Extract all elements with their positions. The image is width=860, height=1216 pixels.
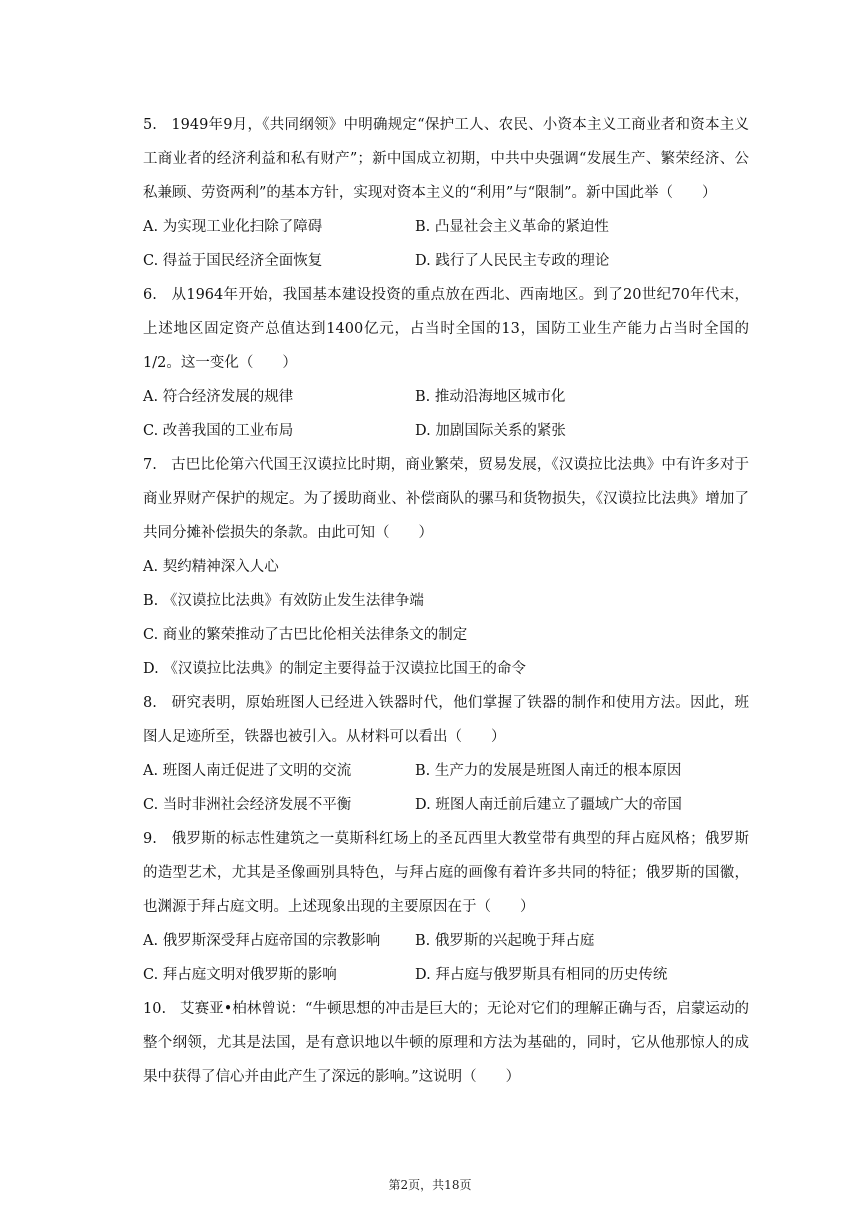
question-text: 古巴比伦第六代国王汉谟拉比时期，商业繁荣，贸易发展，《汉谟拉比法典》中有许多对于商业界财产保护的规定。为了援助商业、补偿商队的骡马和货物损失，《汉谟拉比法典》增加了共同分摊补偿损失的条款。由此可知（ ） [143,457,750,541]
question-text: 研究表明，原始班图人已经进入铁器时代，他们掌握了铁器的制作和使用方法。因此，班图人足迹所至，铁器也被引入。从材料可以看出（ ） [143,695,750,745]
question-number: 5. [143,117,157,133]
question-stem [143,686,749,754]
question-text: 1949年9月，《共同纲领》中明确规定“保护工人、农民、小资本主义工商业者和资本主义工商业者的经济利益和私有财产”；新中国成立初期，中共中央强调“发展生产、繁荣经济、公私兼顾、劳资两利”的基本方针，实现对资本主义的“利用”与“限制”。新中国此举（ ） [143,117,749,201]
option-a: A. 符合经济发展的规律 [143,389,294,405]
option-b: B. 《汉谟拉比法典》有效防止发生法律争端 [143,593,424,609]
question-number: 7. [143,457,157,473]
question-5 [143,108,749,278]
option-c: C. 改善我国的工业布局 [143,423,294,439]
page-footer [0,1176,860,1193]
question-text: 从1964年开始，我国基本建设投资的重点放在西北、西南地区。到了20世纪70年代末，上述地区固定资产总值达到1400亿元，占当时全国的13，国防工业生产能力占当时全国的1/2。这一变化（ ） [143,287,749,371]
option-b: B. 推动沿海地区城市化 [415,389,566,405]
option-d: D. 践行了人民民主专政的理论 [415,253,610,269]
question-9 [143,822,749,992]
question-stem [143,822,749,924]
option-d: D. 加剧国际关系的紧张 [415,423,566,439]
question-text: 俄罗斯的标志性建筑之一莫斯科红场上的圣瓦西里大教堂带有典型的拜占庭风格；俄罗斯的造型艺术，尤其是圣像画别具特色，与拜占庭的画像有着许多共同的特征；俄罗斯的国徽，也渊源于拜占庭文明。上述现象出现的主要原因在于（ ） [143,831,750,915]
option-d: D. 班图人南迁前后建立了疆域广大的帝国 [415,797,682,813]
option-c: C. 商业的繁荣推动了古巴比伦相关法律条文的制定 [143,627,468,643]
question-number: 8. [143,695,157,711]
question-number: 6. [143,287,157,303]
option-b: B. 俄罗斯的兴起晚于拜占庭 [415,933,595,949]
question-list [143,108,749,1094]
option-d: D. 拜占庭与俄罗斯具有相同的历史传统 [415,967,668,983]
option-a: A. 班图人南迁促进了文明的交流 [143,763,352,779]
option-a: A. 俄罗斯深受拜占庭帝国的宗教影响 [143,933,381,949]
question-stem [143,448,749,550]
option-a: A. 为实现工业化扫除了障碍 [143,219,323,235]
option-c: C. 当时非洲社会经济发展不平衡 [143,797,352,813]
question-10 [143,992,749,1094]
question-stem [143,992,749,1094]
question-8 [143,686,749,822]
option-b: B. 生产力的发展是班图人南迁的根本原因 [415,763,682,779]
option-d: D. 《汉谟拉比法典》的制定主要得益于汉谟拉比国王的命令 [143,661,526,677]
question-number: 10. [143,1001,167,1017]
question-stem [143,278,749,380]
question-number: 9. [143,831,157,847]
option-c: C. 拜占庭文明对俄罗斯的影响 [143,967,337,983]
question-6 [143,278,749,448]
option-b: B. 凸显社会主义革命的紧迫性 [415,219,609,235]
question-stem [143,108,749,210]
option-a: A. 契约精神深入人心 [143,559,279,575]
question-text: 艾赛亚•柏林曾说：“牛顿思想的冲击是巨大的；无论对它们的理解正确与否，启蒙运动的整个纲领，尤其是法国，是有意识地以牛顿的原理和方法为基础的，同时，它从他那惊人的成果中获得了信心并由此产生了深远的影响。”这说明（ ） [143,1001,749,1085]
question-7 [143,448,749,686]
page-number-label: 第2页，共18页 [388,1178,472,1192]
option-c: C. 得益于国民经济全面恢复 [143,253,323,269]
